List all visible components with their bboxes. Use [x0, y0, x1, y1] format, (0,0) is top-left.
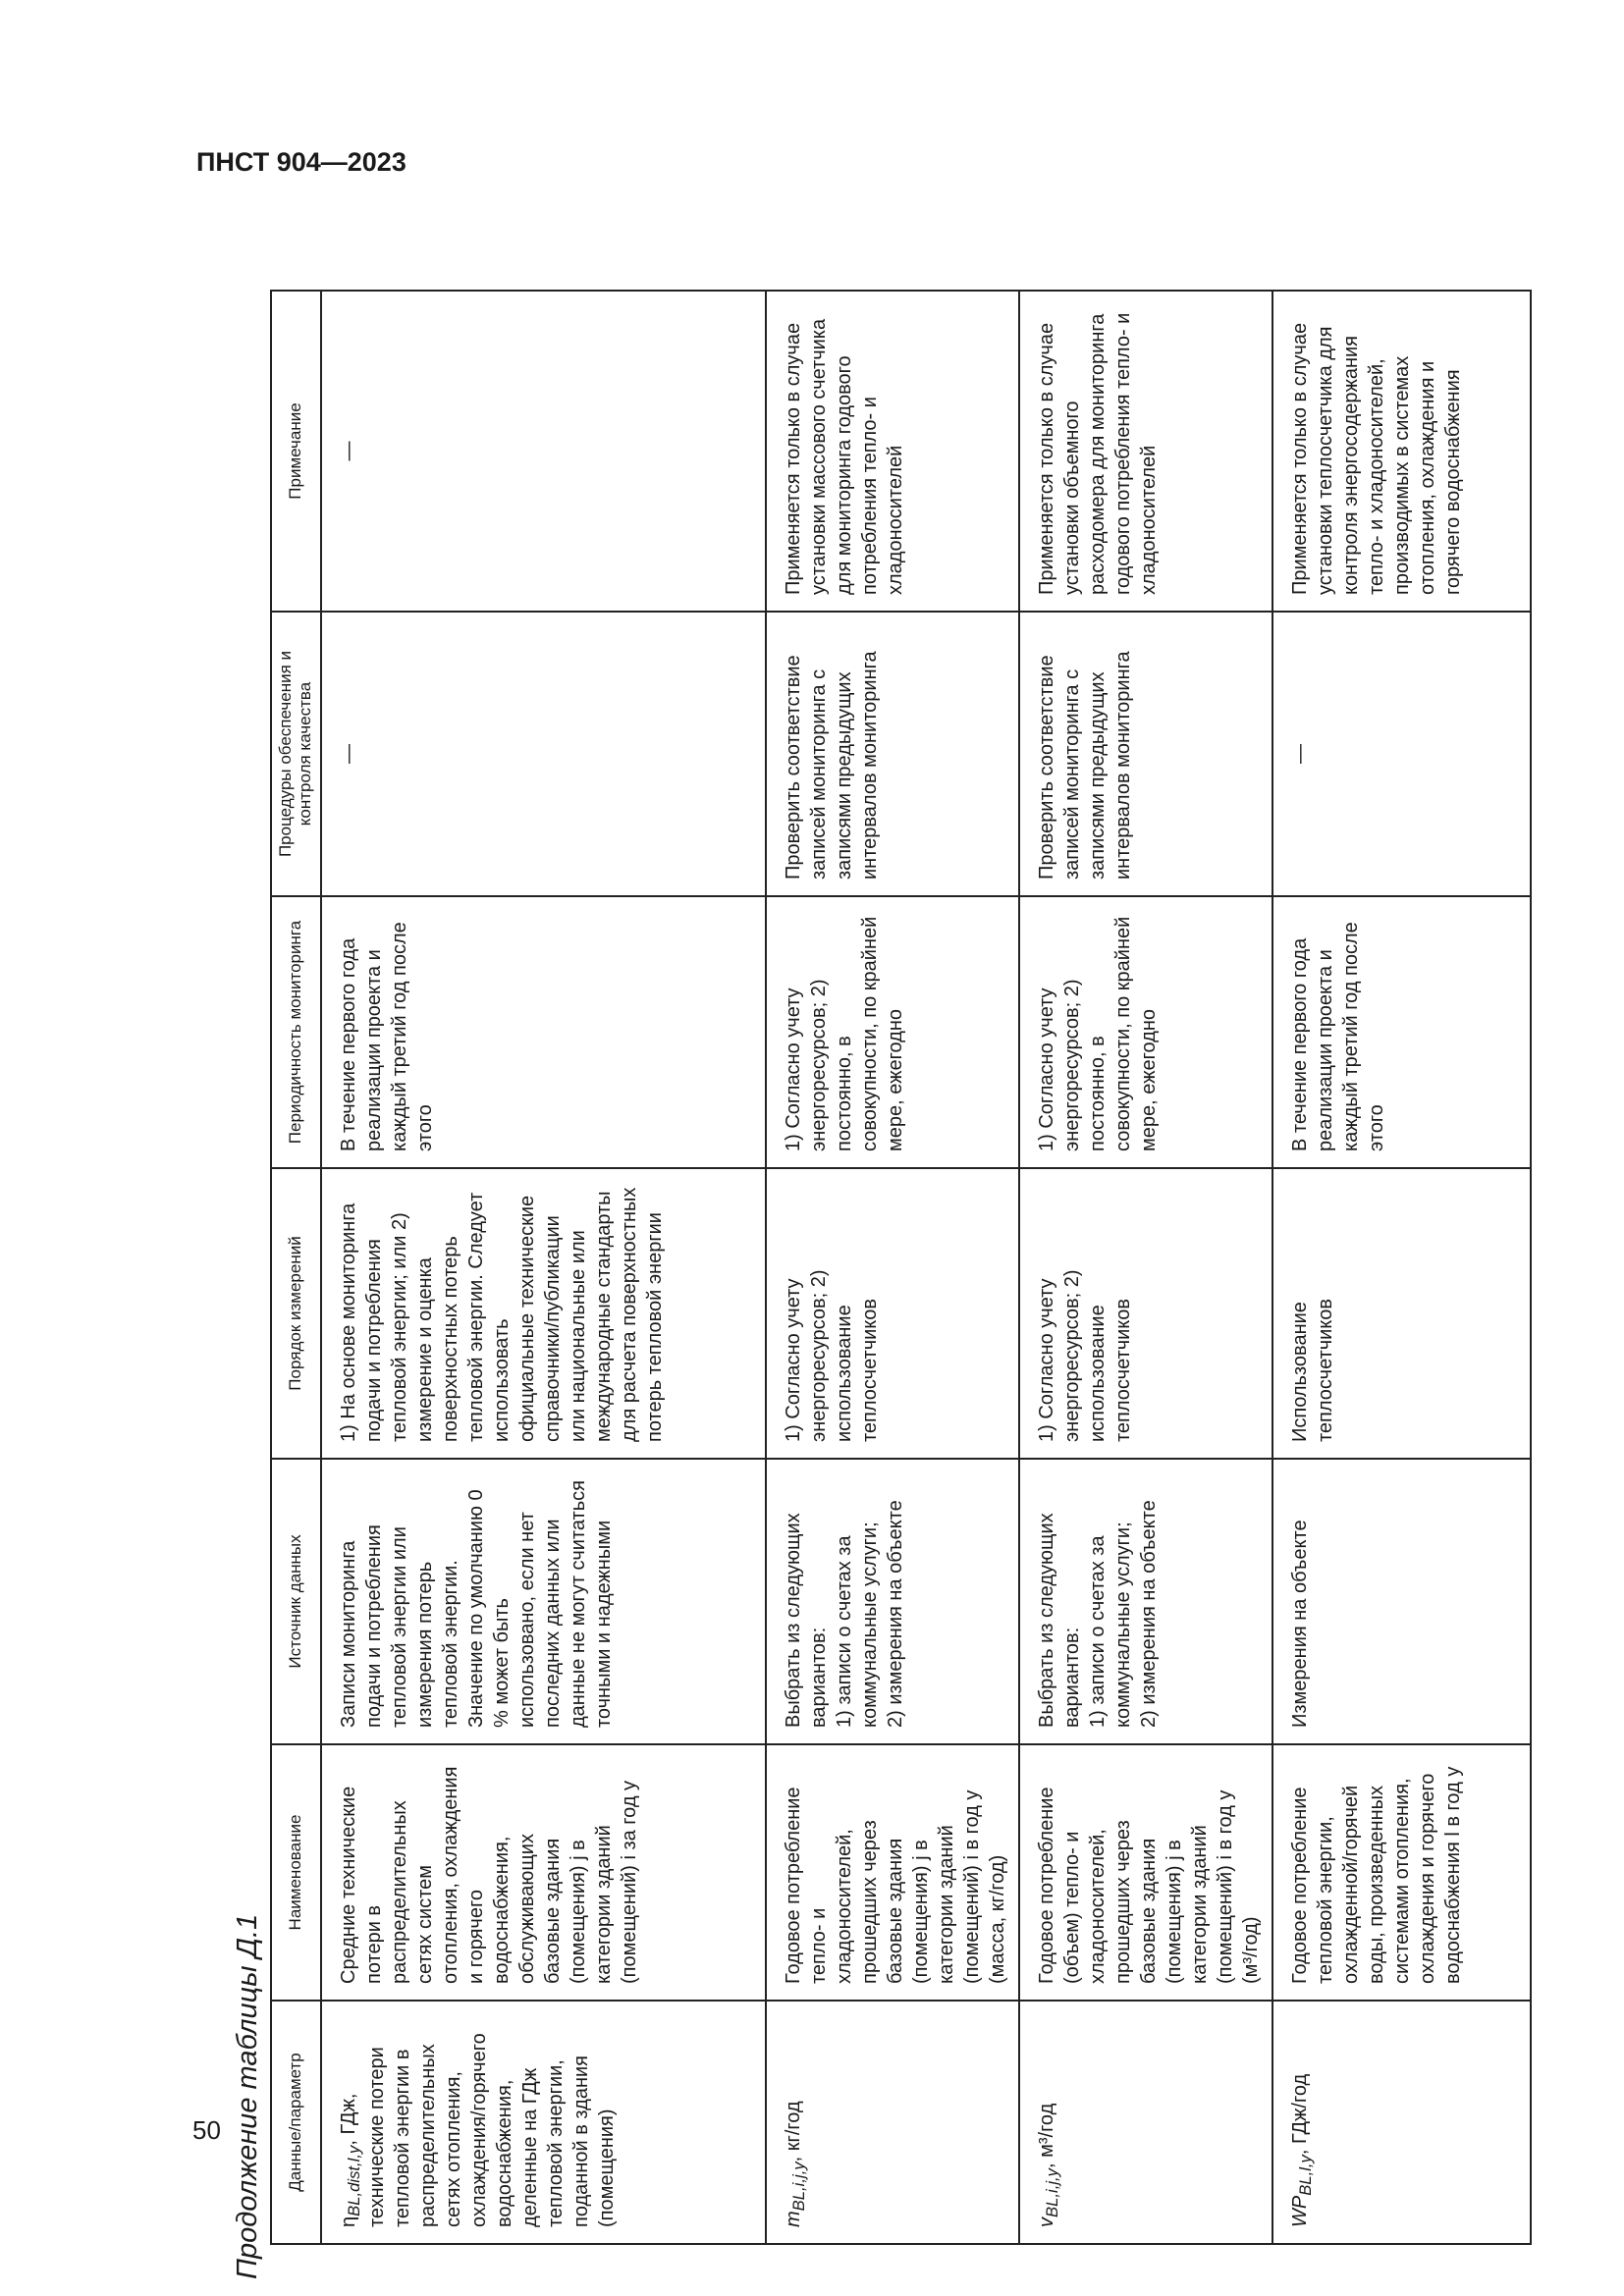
header-name: Наименование	[271, 1744, 321, 2001]
cell-qa: —	[1272, 612, 1531, 896]
cell-name: Годовое потребление (объем) тепло- и хладоносителей, прошедших через базовые здания (помещения) j в категории зданий (помещений) i в год y (м³/год)	[1019, 1744, 1272, 2001]
header-note: Примечание	[271, 291, 321, 612]
cell-frequency: В течение первого года реализации проекта и каждый третий год после этого	[321, 896, 766, 1168]
cell-name: Годовое потребление тепло- и хладоносителей, прошедших через базовые здания (помещения) j в категории зданий (помещений) i в год y (масса, кг/год)	[766, 1744, 1019, 2001]
header-parameter: Данные/параметр	[271, 2001, 321, 2244]
param-description: , ГДж, технические потери тепловой энергии в распределительных сетях отопления, охлаждения/горячего водоснабжения, деленные на ГДж тепловой энергии, поданной в здания (помещения)	[337, 2033, 619, 2227]
param-symbol: v	[1035, 2217, 1057, 2227]
cell-parameter	[1272, 2001, 1531, 2244]
cell-frequency: 1) Согласно учету энергоресурсов; 2) постоянно, в совокупности, по крайней мере, ежегодно	[1019, 896, 1272, 1168]
param-subscript: BL,dist,l,y	[344, 2145, 363, 2216]
cell-name: Годовое потребление тепловой энергии, охлажденной/горячей воды, произведенных системами отопления, охлаждения и горячего водоснабжения l в год y	[1272, 1744, 1531, 2001]
param-description: , ГДж/год	[1288, 2073, 1311, 2156]
rotated-table-block	[225, 233, 1497, 2279]
cell-parameter	[1019, 2001, 1272, 2244]
header-frequency: Периодичность мониторинга	[271, 896, 321, 1168]
cell-frequency: 1) Согласно учету энергоресурсов; 2) постоянно, в совокупности, по крайней мере, ежегодно	[766, 896, 1019, 1168]
cell-note: Применяется только в случае установки объемного расходомера для мониторинга годового потребления тепло- и хладоносителей	[1019, 291, 1272, 612]
table-header-row	[271, 291, 321, 2244]
table-row	[766, 291, 1019, 2244]
param-description: , кг/год	[782, 2101, 804, 2163]
cell-method: Использование теплосчетчиков	[1272, 1168, 1531, 1459]
cell-method: 1) На основе мониторинга подачи и потребления тепловой энергии; или 2) измерение и оценка поверхностных потерь тепловой энергии. Следует использовать официальные технические справочники/публикации или национальные или международные стандарты для расчета поверхностных потерь тепловой энергии	[321, 1168, 766, 1459]
param-description: , м³/год	[1035, 2103, 1057, 2168]
cell-note: Применяется только в случае установки теплосчетчика для контроля энергосодержания тепло- и хладоносителей, производимых в системах отопления, охлаждения и горячего водоснабжения	[1272, 291, 1531, 612]
cell-parameter	[321, 2001, 766, 2244]
data-table	[270, 290, 1532, 2245]
cell-source: Записи мониторинга подачи и потребления тепловой энергии или измерения потерь тепловой энергии. Значение по умолчанию 0 % может быть использовано, если нет последних данных или данные не могут считаться точными и надежными	[321, 1459, 766, 1744]
cell-qa: Проверить соответствие записей мониторинга с записями предыдущих интервалов мониторинга	[766, 612, 1019, 896]
page-number: 50	[192, 2115, 221, 2145]
cell-method: 1) Согласно учету энергоресурсов; 2) использование теплосчетчиков	[1019, 1168, 1272, 1459]
header-qa: Процедуры обеспечения и контроля качества	[271, 612, 321, 896]
cell-frequency: В течение первого года реализации проекта и каждый третий год после этого	[1272, 896, 1531, 1168]
param-symbol: m	[782, 2211, 804, 2227]
table-row	[321, 291, 766, 2244]
cell-source: Выбрать из следующих вариантов: 1) записи о счетах за коммунальные услуги; 2) измерения на объекте	[766, 1459, 1019, 1744]
param-subscript: BL,l,y	[1295, 2155, 1315, 2196]
param-symbol: η	[337, 2216, 359, 2227]
param-symbol: WP	[1288, 2195, 1311, 2227]
document-code: ПНСТ 904—2023	[196, 147, 406, 177]
cell-name: Средние технические потери в распределительных сетях систем отопления, охлаждения и горячего водоснабжения, обслуживающих базовые здания (помещения) j в категории зданий (помещений) i за год y	[321, 1744, 766, 2001]
cell-method: 1) Согласно учету энергоресурсов; 2) использование теплосчетчиков	[766, 1168, 1019, 1459]
header-source: Источник данных	[271, 1459, 321, 1744]
param-subscript: BL,i,j,y	[1042, 2168, 1061, 2217]
cell-note: —	[321, 291, 766, 612]
table-caption: Продолжение таблицы Д.1	[232, 1913, 263, 2279]
cell-note: Применяется только в случае установки массового счетчика для мониторинга годового потребления тепло- и хладоносителей	[766, 291, 1019, 612]
param-subscript: BL,i,j,y	[788, 2162, 808, 2212]
header-method: Порядок измерений	[271, 1168, 321, 1459]
cell-source: Измерения на объекте	[1272, 1459, 1531, 1744]
table-row	[1272, 291, 1531, 2244]
cell-parameter	[766, 2001, 1019, 2244]
cell-source: Выбрать из следующих вариантов: 1) записи о счетах за коммунальные услуги; 2) измерения на объекте	[1019, 1459, 1272, 1744]
cell-qa: —	[321, 612, 766, 896]
cell-qa: Проверить соответствие записей мониторинга с записями предыдущих интервалов мониторинга	[1019, 612, 1272, 896]
table-row	[1019, 291, 1272, 2244]
